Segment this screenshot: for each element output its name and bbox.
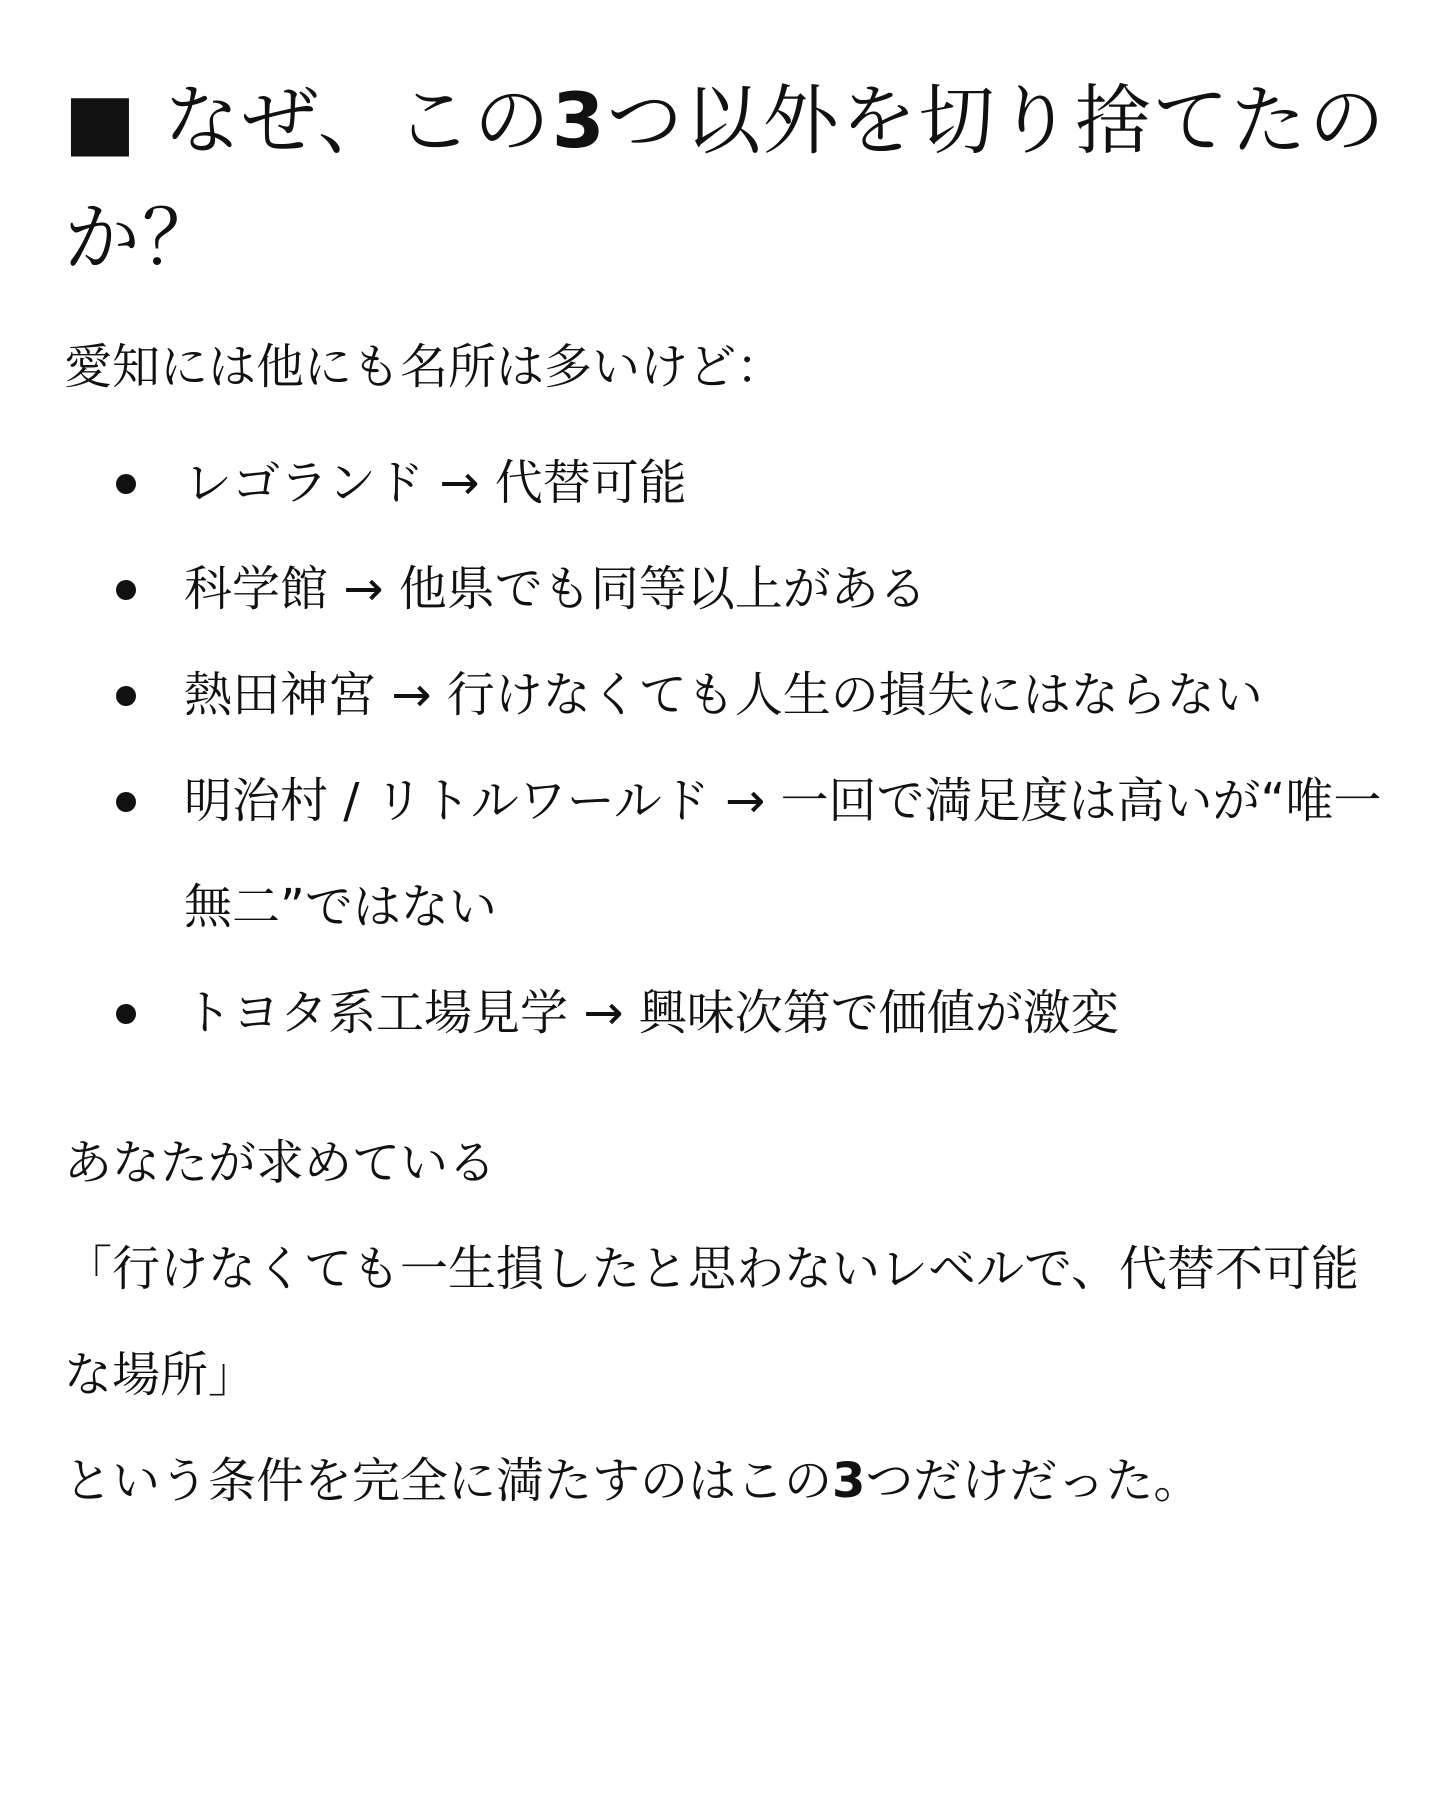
article-body (64, 62, 1394, 1534)
bullet-icon (116, 686, 136, 706)
conclusion-text (64, 1110, 1394, 1534)
list-item (64, 960, 1394, 1066)
list-item (64, 536, 1394, 642)
list-item-text: 科学館 → 他県でも同等以上がある (184, 561, 927, 617)
list-item (64, 748, 1394, 960)
list-item-text: レゴランド → 代替可能 (184, 455, 687, 511)
conclusion-line-2: 「行けなくても一生損したと思わないレベルで、代替不可能な場所」 (64, 1241, 1360, 1403)
reasons-list (64, 430, 1394, 1066)
list-item (64, 430, 1394, 536)
bullet-icon (116, 580, 136, 600)
list-item-text: トヨタ系工場見学 → 興味次第で価値が激変 (184, 985, 1119, 1041)
conclusion-line-1: あなたが求めている (64, 1135, 497, 1191)
conclusion-number: 3 (832, 1453, 866, 1509)
list-item-text: 熱田神宮 → 行けなくても人生の損失にはならない (184, 667, 1263, 723)
heading-suffix: つ以外を切り捨てたのか？ (64, 76, 1387, 282)
conclusion-line-3-suffix: つだけだった。 (865, 1453, 1202, 1509)
section-heading (64, 62, 1394, 296)
bullet-icon (116, 474, 136, 494)
intro-text: 愛知には他にも名所は多いけど： (64, 339, 785, 395)
bullet-icon (116, 1004, 136, 1024)
list-item-text: 明治村 / リトルワールド → 一回で満足度は高いが“唯一無二”ではない (184, 773, 1382, 935)
conclusion-line-3-prefix: という条件を完全に満たすのはこの (64, 1453, 833, 1509)
heading-prefix: ■ なぜ、この (64, 76, 552, 165)
heading-number: 3 (551, 76, 607, 165)
bullet-icon (116, 792, 136, 812)
list-item (64, 642, 1394, 748)
